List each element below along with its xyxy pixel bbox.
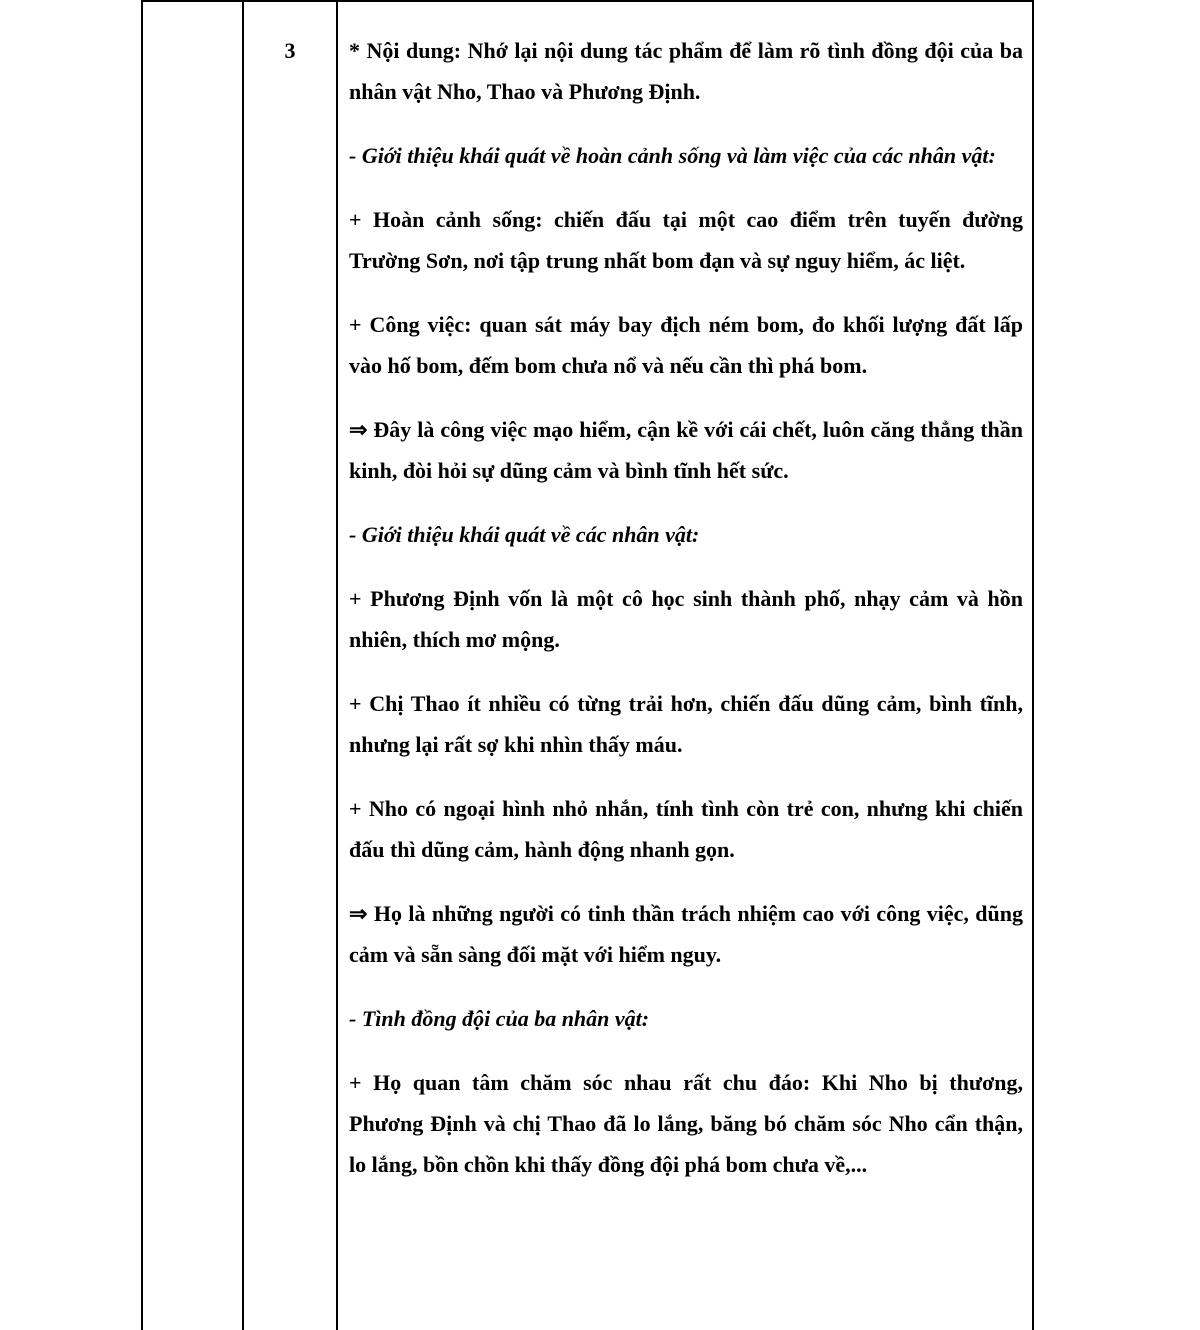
column-divider-1 <box>242 2 244 1330</box>
paragraph-work-conclusion: ⇒ Đây là công việc mạo hiểm, cận kề với cái chết, luôn căng thẳng thần kinh, đòi hỏi sự dũng cảm và bình tĩnh hết sức. <box>349 417 1023 483</box>
paragraph-comradeship-heading: - Tình đồng đội của ba nhân vật: <box>349 1006 650 1031</box>
paragraph-phuong-dinh: + Phương Định vốn là một cô học sinh thành phố, nhạy cảm và hồn nhiên, thích mơ mộng. <box>349 586 1023 652</box>
paragraph-living-conditions: + Hoàn cảnh sống: chiến đấu tại một cao điểm trên tuyến đường Trường Sơn, nơi tập trung nhất bom đạn và sự nguy hiểm, ác liệt. <box>349 207 1023 273</box>
paragraph-content-summary: * Nội dung: Nhớ lại nội dung tác phẩm để làm rõ tình đồng đội của ba nhân vật Nho, Thao và Phương Định. <box>349 38 1023 104</box>
paragraph-care: + Họ quan tâm chăm sóc nhau rất chu đáo: Khi Nho bị thương, Phương Định và chị Thao đã lo lắng, băng bó chăm sóc Nho cẩn thận, lo lắng, bồn chồn khi thấy đồng đội phá bom chưa về,... <box>349 1070 1023 1177</box>
document-table <box>141 0 1034 1330</box>
paragraph-thao: + Chị Thao ít nhiều có từng trải hơn, chiến đấu dũng cảm, bình tĩnh, nhưng lại rất sợ khi nhìn thấy máu. <box>349 691 1023 757</box>
paragraph-nho: + Nho có ngoại hình nhỏ nhắn, tính tình còn trẻ con, nhưng khi chiến đấu thì dũng cảm, hành động nhanh gọn. <box>349 796 1023 862</box>
row-number: 3 <box>284 38 296 63</box>
paragraph-context-heading: - Giới thiệu khái quát về hoàn cảnh sống và làm việc của các nhân vật: <box>349 143 996 168</box>
column-divider-2 <box>336 2 338 1330</box>
row-content <box>349 30 1023 1208</box>
paragraph-work: + Công việc: quan sát máy bay địch ném bom, đo khối lượng đất lấp vào hố bom, đếm bom chưa nổ và nếu cần thì phá bom. <box>349 312 1023 378</box>
paragraph-characters-conclusion: ⇒ Họ là những người có tinh thần trách nhiệm cao với công việc, dũng cảm và sẵn sàng đối mặt với hiểm nguy. <box>349 901 1023 967</box>
paragraph-characters-heading: - Giới thiệu khái quát về các nhân vật: <box>349 522 700 547</box>
